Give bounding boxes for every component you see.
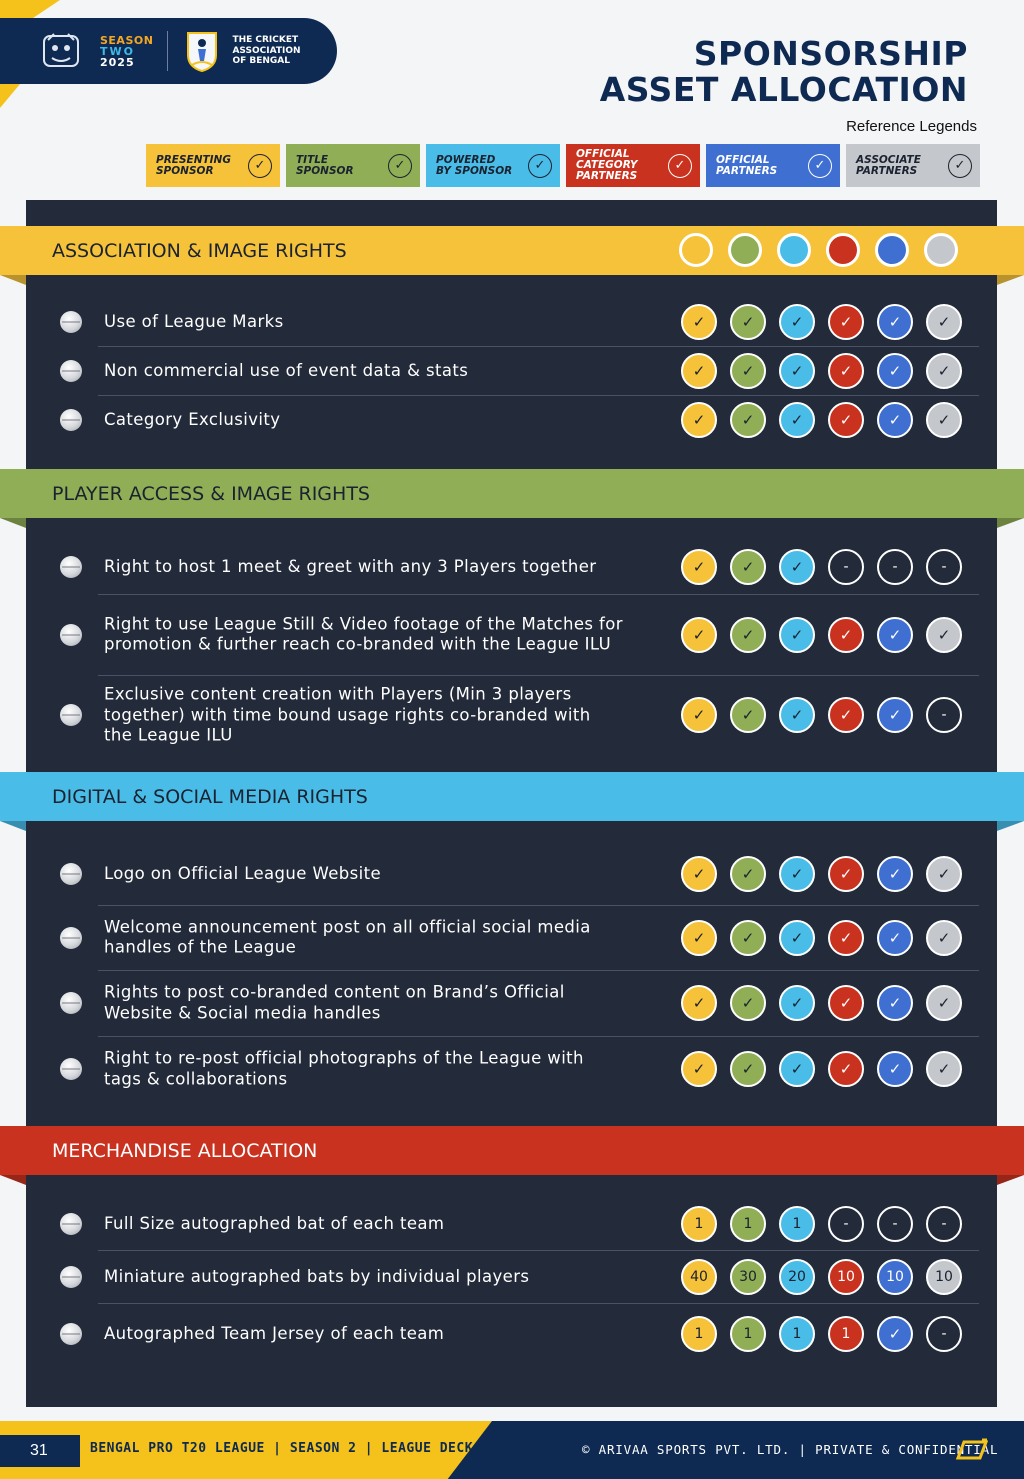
arivaa-logo-icon (956, 1438, 988, 1462)
legend-label-line: ASSOCIATE (856, 153, 921, 166)
check-icon: ✓ (808, 154, 832, 178)
allocation-row (26, 1197, 997, 1250)
check-icon: ✓ (828, 617, 864, 653)
check-icon: ✓ (681, 353, 717, 389)
legend-label-line: SPONSOR (156, 164, 214, 177)
season-year: 2025 (100, 55, 135, 69)
not-included-icon: - (926, 697, 962, 733)
tier-allocations (681, 1259, 962, 1295)
allocation-row (26, 297, 997, 346)
check-icon: ✓ (730, 920, 766, 956)
check-icon: ✓ (730, 697, 766, 733)
cricket-ball-icon (60, 1213, 82, 1235)
check-icon: ✓ (681, 920, 717, 956)
legend-label-line: PARTNERS (716, 164, 778, 177)
check-icon: ✓ (828, 402, 864, 438)
legend-item (846, 144, 980, 187)
check-icon: ✓ (681, 549, 717, 585)
tiger-logo-icon (40, 30, 82, 72)
tier-allocations (681, 304, 962, 340)
check-icon: ✓ (828, 353, 864, 389)
asset-description: Right to use League Still & Video footage of the Matches for promotion & further reach co-branded with the League ILU (104, 614, 623, 654)
check-icon: ✓ (388, 154, 412, 178)
check-icon: ✓ (779, 304, 815, 340)
tier-color-dot (679, 233, 713, 267)
check-icon: ✓ (877, 617, 913, 653)
legend-label-line: TITLE (296, 153, 329, 166)
section-title: PLAYER ACCESS & IMAGE RIGHTS (52, 482, 370, 505)
check-icon: ✓ (926, 617, 962, 653)
tier-color-dot (728, 233, 762, 267)
asset-description: Full Size autographed bat of each team (104, 1213, 445, 1233)
check-icon: ✓ (730, 617, 766, 653)
allocation-row (26, 540, 997, 594)
section-header-association (0, 226, 1024, 275)
check-icon: ✓ (681, 304, 717, 340)
legend-label (856, 155, 921, 177)
page-title-line1: SPONSORSHIP (693, 34, 968, 73)
quantity-badge: 1 (730, 1206, 766, 1242)
check-icon: ✓ (926, 402, 962, 438)
check-icon: ✓ (681, 856, 717, 892)
check-icon: ✓ (877, 856, 913, 892)
check-icon: ✓ (730, 1051, 766, 1087)
legend-label-line: OFFICIAL (716, 153, 770, 166)
check-icon: ✓ (926, 856, 962, 892)
allocation-row (26, 346, 997, 395)
footer (0, 1421, 1024, 1479)
legend-label-line: PRESENTING (156, 153, 231, 166)
check-icon: ✓ (877, 1051, 913, 1087)
quantity-badge: 10 (877, 1259, 913, 1295)
tier-allocations (681, 1316, 962, 1352)
section-title: MERCHANDISE ALLOCATION (52, 1139, 318, 1162)
check-icon: ✓ (730, 856, 766, 892)
band-fold (0, 821, 26, 831)
check-icon: ✓ (926, 920, 962, 956)
check-icon: ✓ (877, 402, 913, 438)
tier-allocations (681, 353, 962, 389)
tier-allocations (681, 697, 962, 733)
cab-name-line1: THE CRICKET (232, 35, 299, 46)
asset-description: Category Exclusivity (104, 409, 281, 429)
check-icon: ✓ (828, 1051, 864, 1087)
legend-label-line: OFFICIAL (576, 148, 630, 160)
band-fold (0, 518, 26, 528)
allocation-row (26, 1250, 997, 1303)
band-fold (997, 518, 1024, 528)
check-icon: ✓ (779, 1051, 815, 1087)
section-title: ASSOCIATION & IMAGE RIGHTS (52, 239, 347, 262)
allocation-row (26, 395, 997, 444)
check-icon: ✓ (730, 304, 766, 340)
tier-allocations (681, 617, 962, 653)
quantity-badge: 1 (779, 1316, 815, 1352)
allocation-row (26, 1303, 997, 1365)
check-icon: ✓ (877, 985, 913, 1021)
tier-color-dot (875, 233, 909, 267)
check-icon: ✓ (926, 353, 962, 389)
quantity-badge: 10 (926, 1259, 962, 1295)
check-icon: ✓ (730, 549, 766, 585)
page-number: 31 (0, 1435, 80, 1467)
page-title (600, 36, 968, 108)
check-icon: ✓ (828, 856, 864, 892)
check-icon: ✓ (681, 617, 717, 653)
check-icon: ✓ (681, 1051, 717, 1087)
season-label: SEASON (100, 33, 154, 47)
quantity-badge: 1 (681, 1316, 717, 1352)
cricket-ball-icon (60, 1323, 82, 1345)
cab-name-line2: ASSOCIATION (232, 45, 301, 56)
cricket-ball-icon (60, 863, 82, 885)
cricket-ball-icon (60, 624, 82, 646)
cricket-ball-icon (60, 704, 82, 726)
tier-color-dot (826, 233, 860, 267)
check-icon: ✓ (877, 353, 913, 389)
check-icon: ✓ (779, 353, 815, 389)
allocation-row (26, 905, 997, 970)
cricket-ball-icon (60, 556, 82, 578)
cricket-ball-icon (60, 1266, 82, 1288)
legend-label-line: POWERED (436, 153, 496, 166)
asset-description: Use of League Marks (104, 311, 284, 331)
legend-label (156, 155, 231, 177)
logo-divider (167, 31, 168, 71)
asset-description: Logo on Official League Website (104, 863, 382, 883)
cricket-ball-icon (60, 409, 82, 431)
legend-label (436, 155, 512, 177)
check-icon: ✓ (730, 402, 766, 438)
legend-label-line: PARTNERS (576, 170, 638, 182)
not-included-icon: - (877, 1206, 913, 1242)
allocation-row (26, 842, 997, 905)
asset-description: Right to host 1 meet & greet with any 3 Players together (104, 556, 597, 576)
check-icon: ✓ (926, 985, 962, 1021)
allocation-row (26, 675, 997, 755)
tier-color-dot (924, 233, 958, 267)
quantity-badge: 1 (828, 1316, 864, 1352)
tier-allocations (681, 402, 962, 438)
quantity-badge: 1 (779, 1206, 815, 1242)
legend-label (576, 149, 637, 182)
check-icon: ✓ (779, 856, 815, 892)
check-icon: ✓ (681, 402, 717, 438)
section-header-player (0, 469, 1024, 518)
tier-allocations (681, 920, 962, 956)
cricket-ball-icon (60, 311, 82, 333)
asset-description: Rights to post co-branded content on Brand’s Official Website & Social media handles (104, 982, 565, 1022)
check-icon: ✓ (730, 353, 766, 389)
check-icon: ✓ (948, 154, 972, 178)
quantity-badge: 1 (730, 1316, 766, 1352)
reference-legends-label: Reference Legends (846, 118, 977, 135)
check-icon: ✓ (528, 154, 552, 178)
page-title-line2: ASSET ALLOCATION (599, 70, 968, 109)
tier-allocations (681, 1206, 962, 1242)
asset-description: Non commercial use of event data & stats (104, 360, 469, 380)
header-logo-bar (0, 18, 337, 84)
section-header-digital (0, 772, 1024, 821)
legend-label (716, 155, 777, 177)
check-icon: ✓ (779, 402, 815, 438)
legend-item (566, 144, 700, 187)
legend-label-line: CATEGORY (576, 159, 638, 171)
allocation-row (26, 970, 997, 1036)
legend-label (296, 155, 354, 177)
quantity-badge: 40 (681, 1259, 717, 1295)
allocation-row (26, 1036, 997, 1102)
tier-allocations (681, 856, 962, 892)
quantity-badge: 30 (730, 1259, 766, 1295)
tier-allocations (681, 549, 962, 585)
footer-copyright: © ARIVAA SPORTS PVT. LTD. | PRIVATE & CONFIDENTIAL (582, 1442, 999, 1457)
section-title: DIGITAL & SOCIAL MEDIA RIGHTS (52, 785, 368, 808)
cricket-ball-icon (60, 1058, 82, 1080)
check-icon: ✓ (779, 920, 815, 956)
legend-item (286, 144, 420, 187)
section-header-merch (0, 1126, 1024, 1175)
legend-label-line: PARTNERS (856, 164, 918, 177)
cricket-ball-icon (60, 360, 82, 382)
asset-description: Miniature autographed bats by individual players (104, 1266, 530, 1286)
tier-color-keys (679, 233, 958, 267)
not-included-icon: - (877, 549, 913, 585)
band-fold (0, 1175, 26, 1185)
check-icon: ✓ (730, 985, 766, 1021)
cricket-ball-icon (60, 927, 82, 949)
check-icon: ✓ (779, 549, 815, 585)
legend-label-line: SPONSOR (296, 164, 354, 177)
tier-allocations (681, 1051, 962, 1087)
check-icon: ✓ (681, 985, 717, 1021)
cab-name-line3: OF BENGAL (232, 56, 290, 67)
allocation-row (26, 594, 997, 675)
tier-allocations (681, 985, 962, 1021)
check-icon: ✓ (668, 154, 692, 178)
quantity-badge: 20 (779, 1259, 815, 1295)
asset-description: Welcome announcement post on all official social media handles of the League (104, 917, 591, 957)
cab-name (232, 35, 300, 66)
cricket-ball-icon (60, 992, 82, 1014)
legend-label-line: BY SPONSOR (436, 164, 513, 177)
check-icon: ✓ (877, 304, 913, 340)
band-fold (997, 1175, 1024, 1185)
not-included-icon: - (926, 1206, 962, 1242)
check-icon: ✓ (779, 697, 815, 733)
season-badge (100, 35, 153, 68)
not-included-icon: - (926, 1316, 962, 1352)
check-icon: ✓ (779, 617, 815, 653)
check-icon: ✓ (681, 697, 717, 733)
check-icon: ✓ (779, 985, 815, 1021)
check-icon: ✓ (877, 697, 913, 733)
check-icon: ✓ (828, 697, 864, 733)
check-icon: ✓ (926, 304, 962, 340)
quantity-badge: 10 (828, 1259, 864, 1295)
legend-item (146, 144, 280, 187)
band-fold (0, 275, 26, 285)
not-included-icon: - (828, 549, 864, 585)
check-icon: ✓ (828, 985, 864, 1021)
legend-row (146, 144, 980, 187)
cab-crest-icon (182, 29, 222, 73)
asset-description: Right to re-post official photographs of the League with tags & collaborations (104, 1048, 584, 1088)
asset-description: Autographed Team Jersey of each team (104, 1323, 445, 1343)
not-included-icon: - (828, 1206, 864, 1242)
legend-item (426, 144, 560, 187)
check-icon: ✓ (828, 920, 864, 956)
tier-color-dot (777, 233, 811, 267)
check-icon: ✓ (926, 1051, 962, 1087)
asset-description: Exclusive content creation with Players (Min 3 players together) with time bound usage rights co-branded with the League ILU (104, 684, 591, 745)
legend-item (706, 144, 840, 187)
not-included-icon: - (926, 549, 962, 585)
quantity-badge: 1 (681, 1206, 717, 1242)
check-icon: ✓ (877, 920, 913, 956)
band-fold (997, 821, 1024, 831)
check-icon: ✓ (248, 154, 272, 178)
band-fold (997, 275, 1024, 285)
check-icon: ✓ (877, 1316, 913, 1352)
season-number: TWO (100, 44, 135, 58)
footer-league-text: BENGAL PRO T20 LEAGUE | SEASON 2 | LEAGUE DECK (90, 1441, 474, 1456)
check-icon: ✓ (828, 304, 864, 340)
